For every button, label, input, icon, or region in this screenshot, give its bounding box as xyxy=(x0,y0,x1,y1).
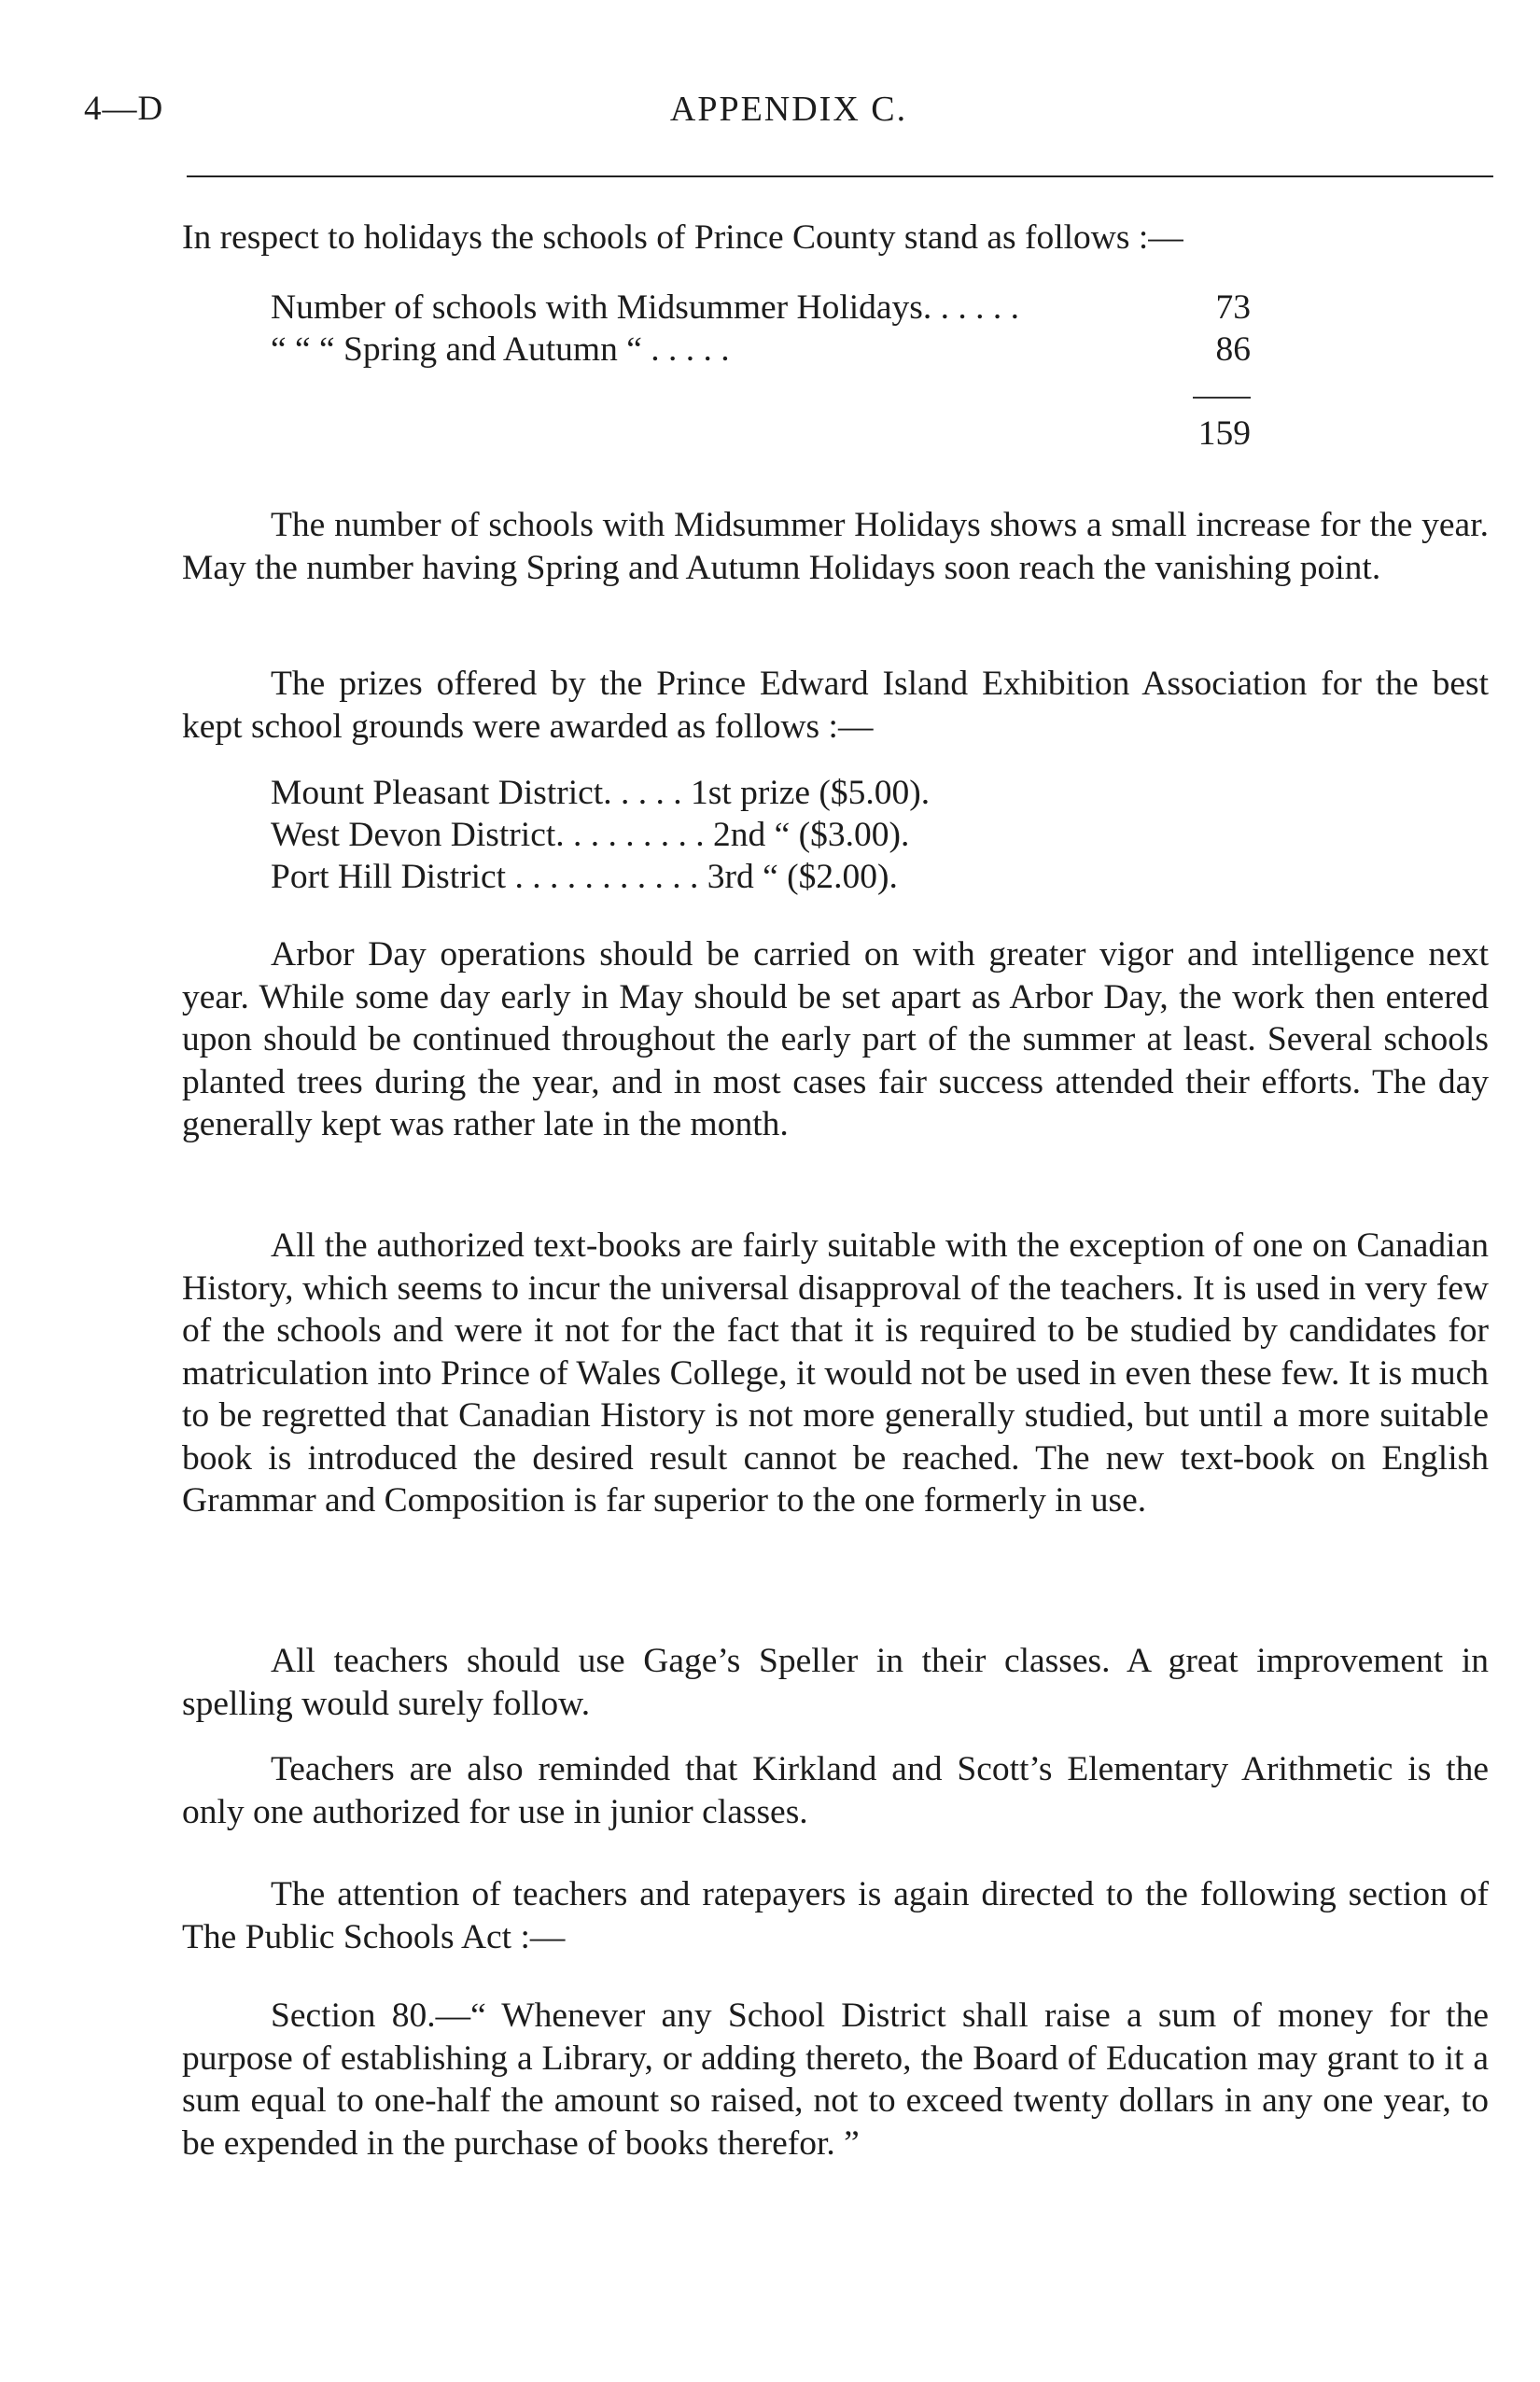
paragraph-midsummer: The number of schools with Midsummer Holidays shows a small increase for the year. May the number having Spring and Autumn Holidays soon reach the vanishing point. xyxy=(182,506,1489,587)
row-value: 86 xyxy=(1215,330,1251,369)
page-number: 4—D xyxy=(84,90,164,128)
row-value: 73 xyxy=(1215,288,1251,327)
sum-rule xyxy=(1193,397,1251,399)
paragraph-prizes-intro: The prizes offered by the Prince Edward Island Exhibition Association for the best kept school grounds were awarded as follows :— xyxy=(182,665,1489,746)
holidays-row-midsummer xyxy=(271,287,1251,329)
paragraph-speller: All teachers should use Gage’s Speller in their classes. A great improvement in spelling would surely follow. xyxy=(182,1642,1489,1723)
paragraph-section-80: Section 80.—“ Whenever any School District shall raise a sum of money for the purpose of establishing a Library, or adding thereto, the Board of Education may grant to it a sum equal to one-half the amount so raised, not to exceed twenty dollars in any one year, to be expended in the purchase of books therefor. ” xyxy=(182,1997,1489,2163)
intro-holidays: In respect to holidays the schools of Prince County stand as follows :— xyxy=(182,218,1183,257)
prize-item: West Devon District. . . . . . . . . 2nd “ ($3.00). xyxy=(271,816,910,854)
row-label: “ “ “ Spring and Autumn “ . . . . . xyxy=(271,330,730,369)
holidays-total: 159 xyxy=(1197,414,1251,453)
prize-item: Mount Pleasant District. . . . . 1st prize ($5.00). xyxy=(271,774,931,812)
page-header xyxy=(84,89,1493,145)
running-title: APPENDIX C. xyxy=(669,90,908,129)
holidays-row-spring-autumn xyxy=(271,329,1251,371)
prize-list xyxy=(271,772,1167,898)
prize-item: Port Hill District . . . . . . . . . . . 3rd “ ($2.00). xyxy=(271,858,898,896)
paragraph-arbor-day: Arbor Day operations should be carried on with greater vigor and intelligence next year. While some day early in May should be set apart as Arbor Day, the work then entered upon should be continued throughout the early part of the summer at least. Several schools planted trees during the year, and in most cases fair success attended their efforts. The day generally kept was rather late in the month. xyxy=(182,935,1489,1143)
paragraph-textbooks: All the authorized text-books are fairly suitable with the exception of one on Canadian History, which seems to incur the universal disapproval of the teachers. It is used in very few of the schools and were it not for the fact that it is required to be studied by candidates for matriculation into Prince of Wales College, it would not be used in even these few. It is much to be regretted that Canadian History is not more generally studied, but until a more suitable book is introduced the desired result cannot be reached. The new text-book on English Grammar and Composition is far superior to the one formerly in use. xyxy=(182,1226,1489,1520)
row-label: Number of schools with Midsummer Holidays. . . . . . xyxy=(271,288,1020,327)
header-rule xyxy=(187,175,1493,177)
paragraph-arithmetic: Teachers are also reminded that Kirkland and Scott’s Elementary Arithmetic is the only one authorized for use in junior classes. xyxy=(182,1750,1489,1831)
holidays-table xyxy=(271,287,1251,453)
paragraph-attention: The attention of teachers and ratepayers is again directed to the following section of The Public Schools Act :— xyxy=(182,1875,1489,1956)
